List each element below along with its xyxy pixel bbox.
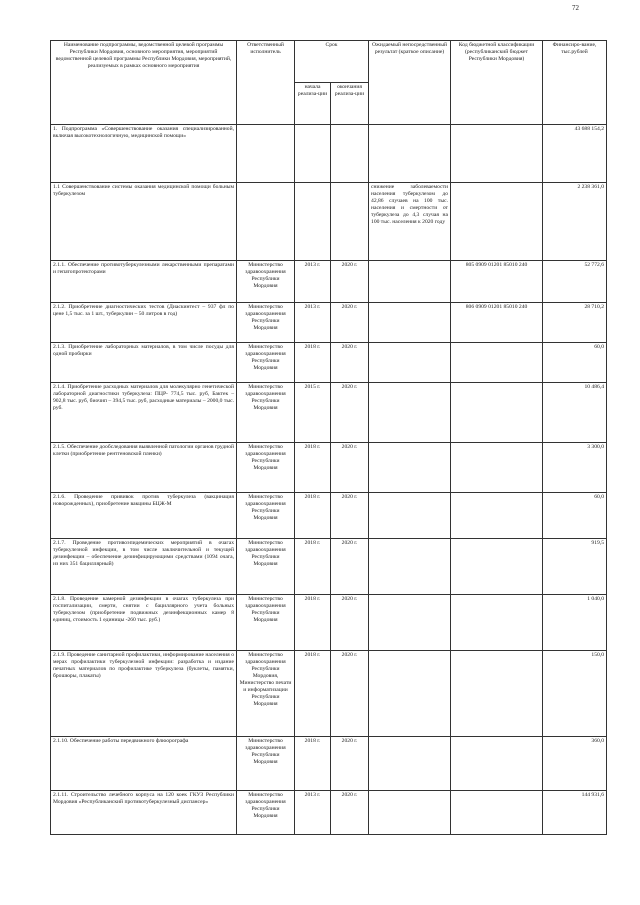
row-executor bbox=[237, 183, 295, 261]
header-term: Срок bbox=[295, 41, 369, 83]
row-end: 2020 г. bbox=[331, 539, 369, 595]
row-budget-code bbox=[451, 651, 543, 737]
table-row bbox=[51, 595, 607, 651]
row-start: 2013 г. bbox=[295, 303, 331, 343]
row-amount: 144 931,6 bbox=[543, 791, 607, 835]
row-end: 2020 г. bbox=[331, 595, 369, 651]
page-number: 72 bbox=[572, 4, 579, 12]
row-start: 2018 г. bbox=[295, 595, 331, 651]
row-end: 2020 г. bbox=[331, 737, 369, 791]
row-result bbox=[369, 595, 451, 651]
row-executor: Министерство здравоохранения Республики Мордовия bbox=[237, 443, 295, 493]
row-end: 2020 г. bbox=[331, 383, 369, 443]
row-end: 2020 г. bbox=[331, 791, 369, 835]
header-financing: Финансиро-вание, тыс.рублей bbox=[543, 41, 607, 125]
row-start: 2018 г. bbox=[295, 343, 331, 383]
row-name: 2.1.10. Обеспечение работы передвижного флюорографа bbox=[51, 737, 237, 791]
table-row bbox=[51, 539, 607, 595]
table-row bbox=[51, 125, 607, 183]
row-name: 2.1.1. Обеспечение противотуберкулезными лекарственными препаратами и гепатопротекторами bbox=[51, 261, 237, 303]
row-amount: 10 486,4 bbox=[543, 383, 607, 443]
row-name: 1. Подпрограмма «Совершенствование оказания специализированной, включая высокотехнологичную, медицинской помощи» bbox=[51, 125, 237, 183]
row-result bbox=[369, 493, 451, 539]
header-executor: Ответственный исполнитель bbox=[237, 41, 295, 125]
row-executor: Министерство здравоохранения Республики Мордовия bbox=[237, 303, 295, 343]
row-start: 2013 г. bbox=[295, 261, 331, 303]
row-start bbox=[295, 125, 331, 183]
row-executor bbox=[237, 125, 295, 183]
row-amount: 28 710,2 bbox=[543, 303, 607, 343]
row-result bbox=[369, 651, 451, 737]
row-name: 2.1.4. Приобретение расходных материалов для молекулярно генетической лабораторной диагностики туберкулеза: ПЦР- 774,5 тыс. руб, Бактек – 902,8 тыс. руб, биочип – 394,5 тыс. руб, расходные материалы – 2000,0 тыс. руб. bbox=[51, 383, 237, 443]
row-name: 2.1.2. Приобретение диагностических тестов (Диаскинтест – 937 фл по цене 1,5 тыс. за 1 шт., туберкулин – 50 литров в год) bbox=[51, 303, 237, 343]
row-budget-code: 805 0909 01201 85010 240 bbox=[451, 261, 543, 303]
row-amount: 1 040,0 bbox=[543, 595, 607, 651]
header-term-end: окончания реализа-ции bbox=[331, 83, 369, 125]
header-result: Ожидаемый непосредственный результат (краткое описание) bbox=[369, 41, 451, 125]
row-result bbox=[369, 791, 451, 835]
row-end: 2020 г. bbox=[331, 303, 369, 343]
row-amount: 2 238 361,0 bbox=[543, 183, 607, 261]
row-budget-code bbox=[451, 125, 543, 183]
row-budget-code: 806 0909 01201 85010 240 bbox=[451, 303, 543, 343]
row-name: 2.1.7. Проведение противоэпидемических мероприятий в очагах туберкулезной инфекции, в том числе заключительной и текущей дезинфекции – обеспечение дезинфицирующими средствами (1094 очага, из них 351 бациллярный) bbox=[51, 539, 237, 595]
row-amount: 360,0 bbox=[543, 737, 607, 791]
table-row bbox=[51, 343, 607, 383]
row-name: 2.1.6. Проведение прививок против туберкулеза (вакцинация новорожденных), приобретение вакцины БЦЖ-М bbox=[51, 493, 237, 539]
row-executor: Министерство здравоохранения Республики Мордовия bbox=[237, 383, 295, 443]
row-executor: Министерство здравоохранения Республики Мордовия bbox=[237, 493, 295, 539]
row-executor: Министерство здравоохранения Республики Мордовия bbox=[237, 261, 295, 303]
row-result bbox=[369, 443, 451, 493]
row-end: 2020 г. bbox=[331, 493, 369, 539]
row-executor: Министерство здравоохранения Республики Мордовия, Министерство печати и информатизации Республики Мордовия bbox=[237, 651, 295, 737]
row-amount: 919,5 bbox=[543, 539, 607, 595]
row-result bbox=[369, 539, 451, 595]
header-budget-code: Код бюджетной классификации (республиканский бюджет Республики Мордовия) bbox=[451, 41, 543, 125]
row-executor: Министерство здравоохранения Республики Мордовия bbox=[237, 343, 295, 383]
table-row bbox=[51, 383, 607, 443]
row-name: 2.1.3. Приобретение лабораторных материалов, в том числе посуды для одной пробирки bbox=[51, 343, 237, 383]
row-result bbox=[369, 737, 451, 791]
row-end bbox=[331, 125, 369, 183]
row-name: 2.1.5. Обеспечение дообследования выявленной патологии органов грудной клетки (приобретение рентгеновской пленки) bbox=[51, 443, 237, 493]
row-amount: 43 688 154,2 bbox=[543, 125, 607, 183]
row-budget-code bbox=[451, 595, 543, 651]
row-amount: 3 300,0 bbox=[543, 443, 607, 493]
table-row bbox=[51, 303, 607, 343]
row-start: 2015 г. bbox=[295, 383, 331, 443]
row-budget-code bbox=[451, 539, 543, 595]
row-budget-code bbox=[451, 737, 543, 791]
row-start: 2018 г. bbox=[295, 737, 331, 791]
row-end: 2020 г. bbox=[331, 443, 369, 493]
row-start: 2018 г. bbox=[295, 651, 331, 737]
row-end bbox=[331, 183, 369, 261]
row-budget-code bbox=[451, 183, 543, 261]
row-result bbox=[369, 125, 451, 183]
table-row bbox=[51, 443, 607, 493]
row-result bbox=[369, 261, 451, 303]
row-end: 2020 г. bbox=[331, 343, 369, 383]
row-budget-code bbox=[451, 493, 543, 539]
row-budget-code bbox=[451, 443, 543, 493]
row-budget-code bbox=[451, 791, 543, 835]
row-start bbox=[295, 183, 331, 261]
header-name: Наименование подпрограммы, ведомственной целевой программы Республики Мордовия, основного мероприятия, мероприятий ведомственной целевой программы Республики Мордовия, мероприятий, реализуемых в рамках основного мероприятия bbox=[51, 41, 237, 125]
row-amount: 60,0 bbox=[543, 493, 607, 539]
row-amount: 150,0 bbox=[543, 651, 607, 737]
row-result bbox=[369, 343, 451, 383]
header-term-start: начала реализа-ции bbox=[295, 83, 331, 125]
program-table bbox=[50, 40, 607, 835]
row-executor: Министерство здравоохранения Республики Мордовия bbox=[237, 595, 295, 651]
table-row bbox=[51, 261, 607, 303]
row-start: 2018 г. bbox=[295, 493, 331, 539]
row-start: 2018 г. bbox=[295, 443, 331, 493]
table-row bbox=[51, 493, 607, 539]
row-executor: Министерство здравоохранения Республики Мордовия bbox=[237, 737, 295, 791]
row-amount: 52 772,6 bbox=[543, 261, 607, 303]
table-row bbox=[51, 737, 607, 791]
row-end: 2020 г. bbox=[331, 651, 369, 737]
row-name: 1.1 Совершенствование системы оказания медицинской помощи больным туберкулезом bbox=[51, 183, 237, 261]
table-row bbox=[51, 791, 607, 835]
row-executor: Министерство здравоохранения Республики Мордовия bbox=[237, 539, 295, 595]
row-result bbox=[369, 383, 451, 443]
table-row bbox=[51, 651, 607, 737]
row-budget-code bbox=[451, 383, 543, 443]
row-result: снижение заболеваемости населения туберкулезом до 42,86 случаев на 100 тыс. населения и смертности от туберкулеза до 4,3 случая на 100 тыс. населения к 2020 году bbox=[369, 183, 451, 261]
row-result bbox=[369, 303, 451, 343]
row-end: 2020 г. bbox=[331, 261, 369, 303]
row-name: 2.1.11. Строительство лечебного корпуса на 120 коек ГКУЗ Республики Мордовия «Республиканский противотуберкулезный диспансер» bbox=[51, 791, 237, 835]
row-start: 2018 г. bbox=[295, 539, 331, 595]
row-name: 2.1.8. Проведение камерной дезинфекции в очагах туберкулеза при госпитализации, смерти, снятии с бациллярного учета больных туберкулезом (приобретение подвижных дезинфекционных камер 8 единиц, стоимость 1 единицы -260 тыс. руб.) bbox=[51, 595, 237, 651]
row-budget-code bbox=[451, 343, 543, 383]
row-name: 2.1.9. Проведение санитарной профилактики, информирование населения о мерах профилактики туберкулезной инфекции: разработка и издание печатных материалов по профилактике туберкулеза (буклеты, памятки, брошюры, плакаты) bbox=[51, 651, 237, 737]
row-amount: 60,0 bbox=[543, 343, 607, 383]
row-start: 2013 г. bbox=[295, 791, 331, 835]
row-executor: Министерство здравоохранения Республики Мордовия bbox=[237, 791, 295, 835]
table-row bbox=[51, 183, 607, 261]
